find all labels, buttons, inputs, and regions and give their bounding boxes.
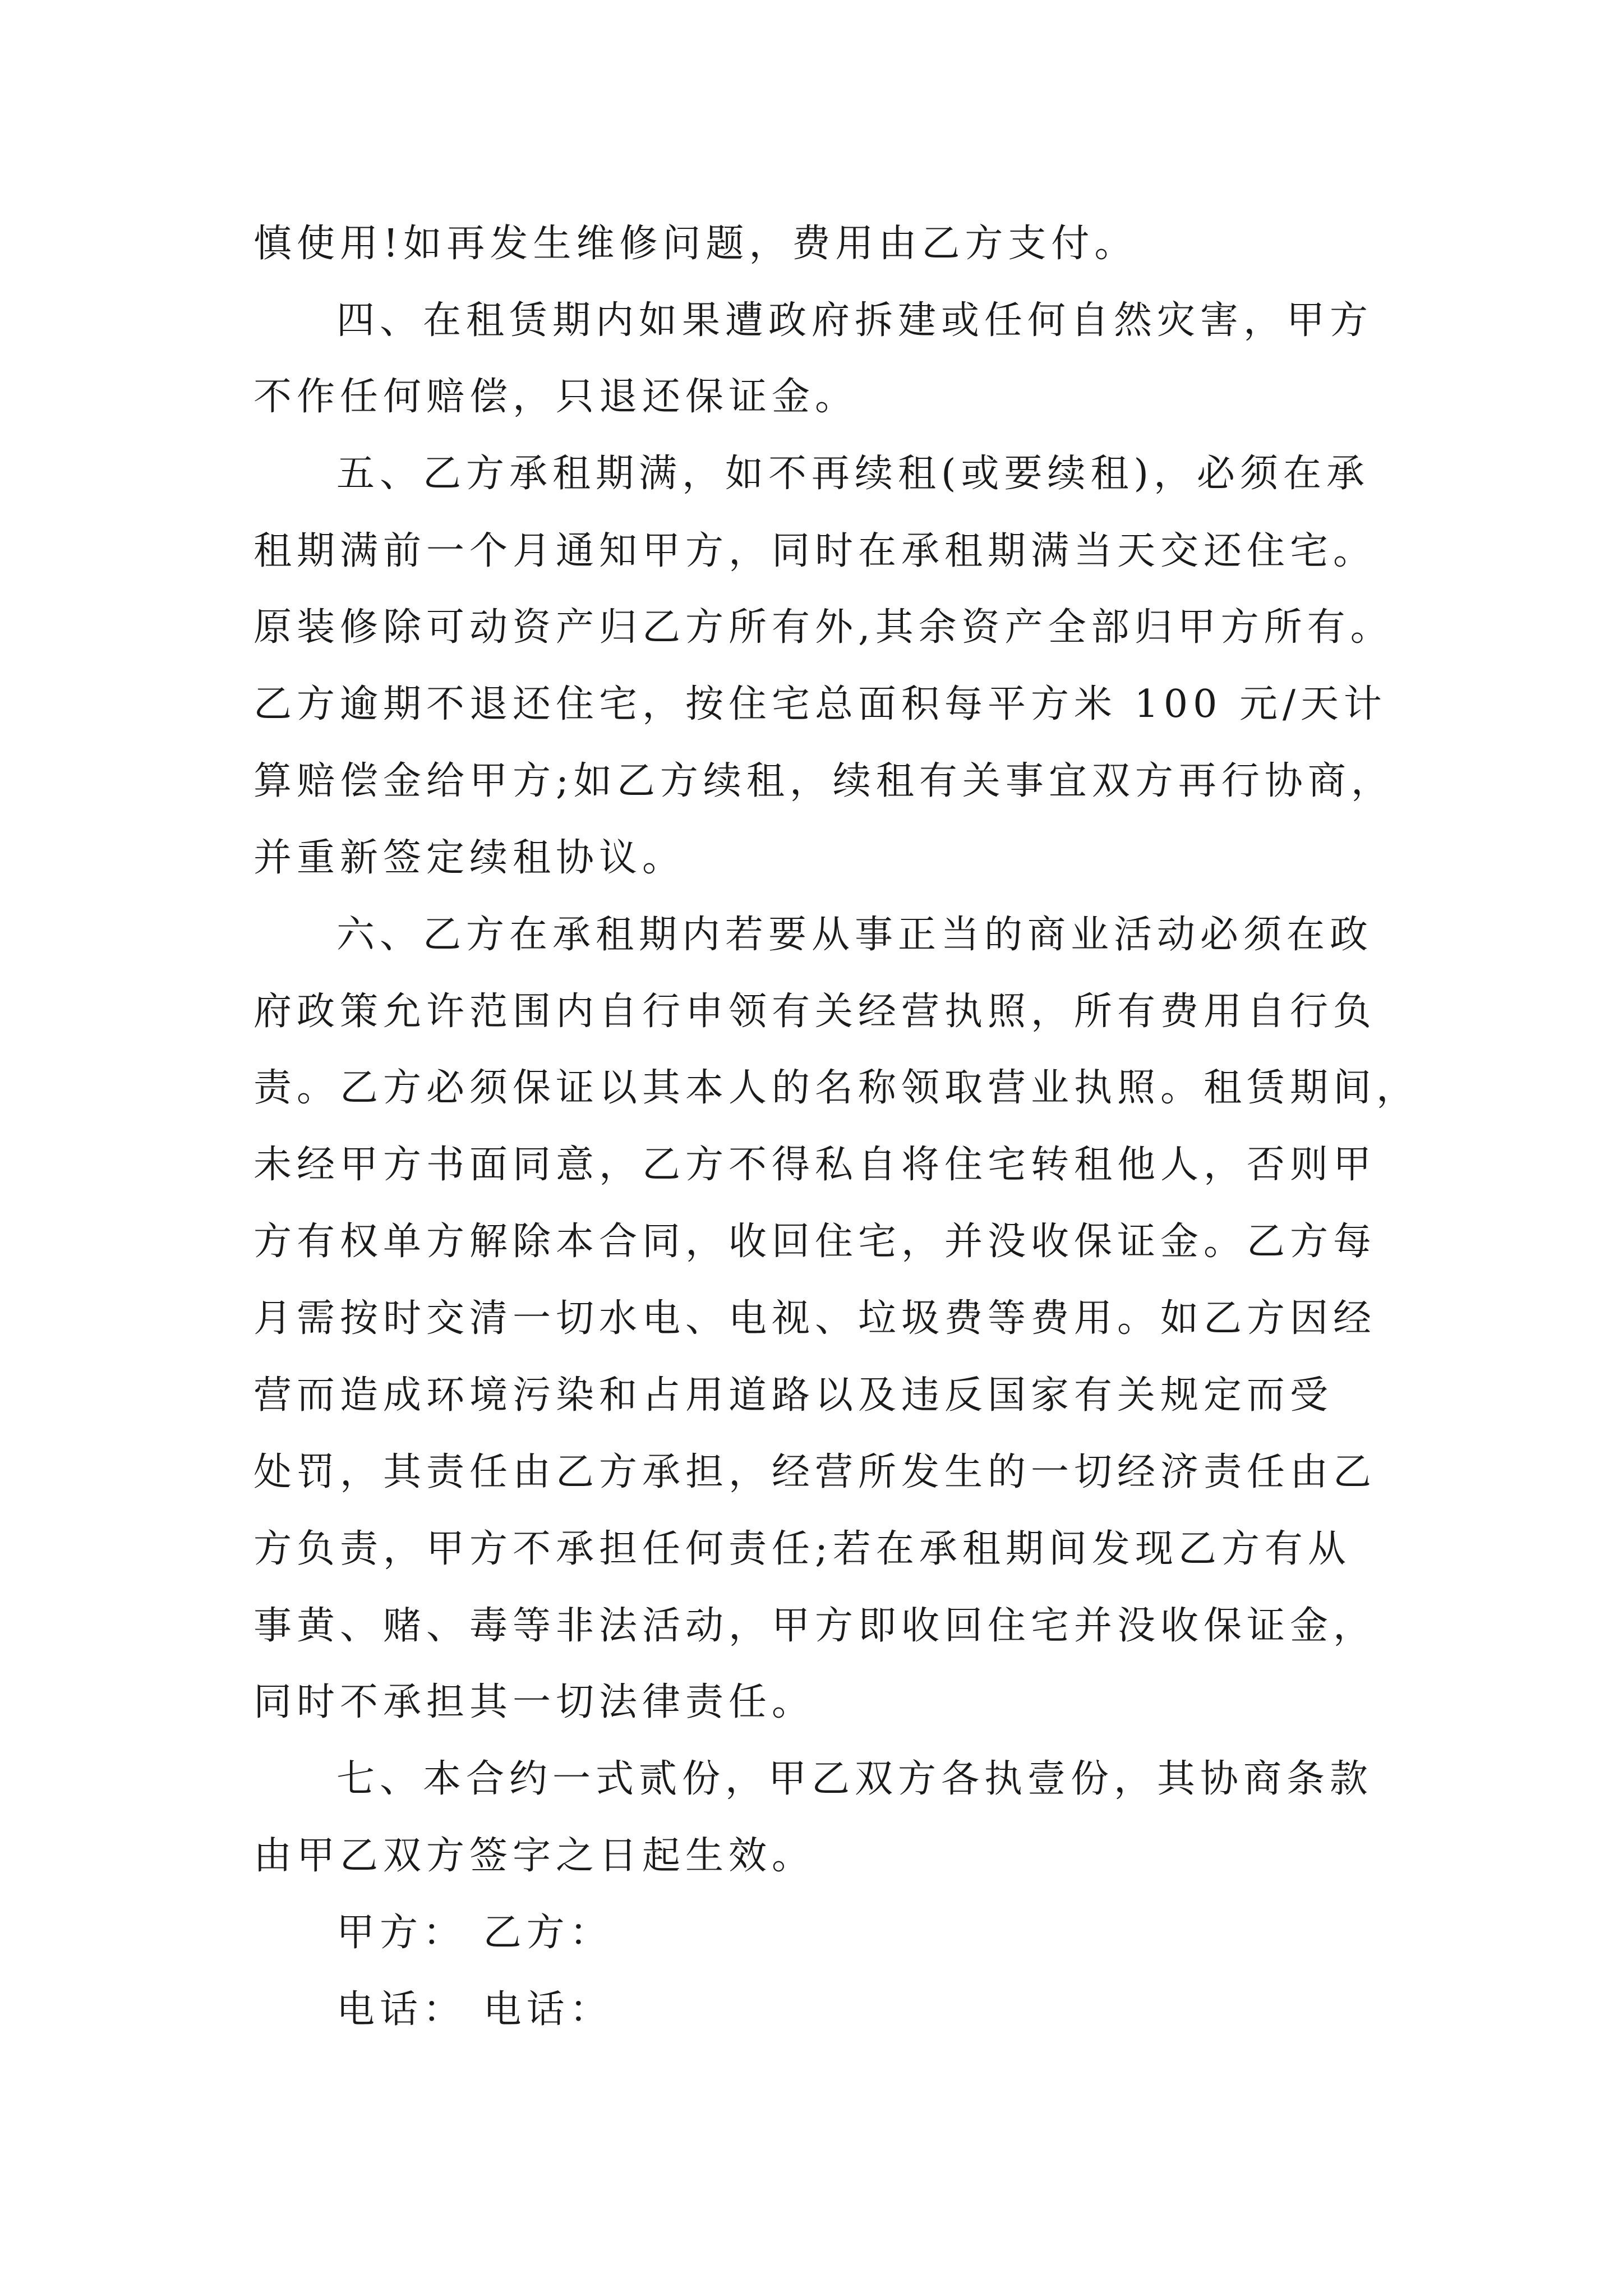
text-line: 处罚，其责任由乙方承担，经营所发生的一切经济责任由乙 (253, 1450, 1377, 1494)
party-b-label: 乙方： (483, 1911, 613, 1955)
text-line: 五、乙方承租期满，如不再续租(或要续租)，必须在承 (336, 452, 1370, 496)
phone-line (336, 1982, 1458, 2038)
text-line: 四、在租赁期内如果遭政府拆建或任何自然灾害，甲方 (336, 298, 1373, 343)
text-line: 责。乙方必须保证以其本人的名称领取营业执照。租赁期间， (253, 1066, 1420, 1110)
text-line: 未经甲方书面同意，乙方不得私自将住宅转租他人，否则甲 (253, 1143, 1377, 1187)
text-line: 府政策允许范围内自行申领有关经营执照，所有费用自行负 (253, 990, 1377, 1034)
phone-b-label: 电话： (483, 1987, 613, 2032)
text-line: 不作任何赔偿，只退还保证金。 (253, 375, 859, 419)
text-line: 慎使用!如再发生维修问题，费用由乙方支付。 (253, 222, 1138, 266)
party-a-label: 甲方： (336, 1911, 467, 1955)
text-line: 六、乙方在承租期内若要从事正当的商业活动必须在政 (336, 913, 1373, 957)
text-line: 原装修除可动资产归乙方所有外,其余资产全部归甲方所有。 (253, 605, 1394, 650)
text-line: 算赔偿金给甲方;如乙方续租，续租有关事宜双方再行协商， (253, 759, 1394, 803)
text-line: 七、本合约一式贰份，甲乙双方各执壹份，其协商条款 (336, 1757, 1373, 1801)
text-line: 方负责，甲方不承担任何责任;若在承租期间发现乙方有从 (253, 1527, 1351, 1571)
signature-line (336, 1905, 1458, 1961)
text-line: 方有权单方解除本合同，收回住宅，并没收保证金。乙方每 (253, 1220, 1377, 1264)
text-line: 营而造成环境污染和占用道路以及违反国家有关规定而受 (253, 1373, 1334, 1418)
text-line: 由甲乙双方签字之日起生效。 (253, 1834, 815, 1878)
text-line: 事黄、赌、毒等非法活动，甲方即收回住宅并没收保证金， (253, 1604, 1377, 1648)
text-line: 并重新签定续租协议。 (253, 836, 686, 880)
text-line: 同时不承担其一切法律责任。 (253, 1680, 815, 1724)
text-line: 乙方逾期不退还住宅，按住宅总面积每平方米 100 元/天计 (253, 682, 1387, 726)
text-line: 租期满前一个月通知甲方，同时在承租期满当天交还住宅。 (253, 529, 1377, 573)
text-line: 月需按时交清一切水电、电视、垃圾费等费用。如乙方因经 (253, 1296, 1377, 1341)
phone-a-label: 电话： (336, 1987, 467, 2032)
